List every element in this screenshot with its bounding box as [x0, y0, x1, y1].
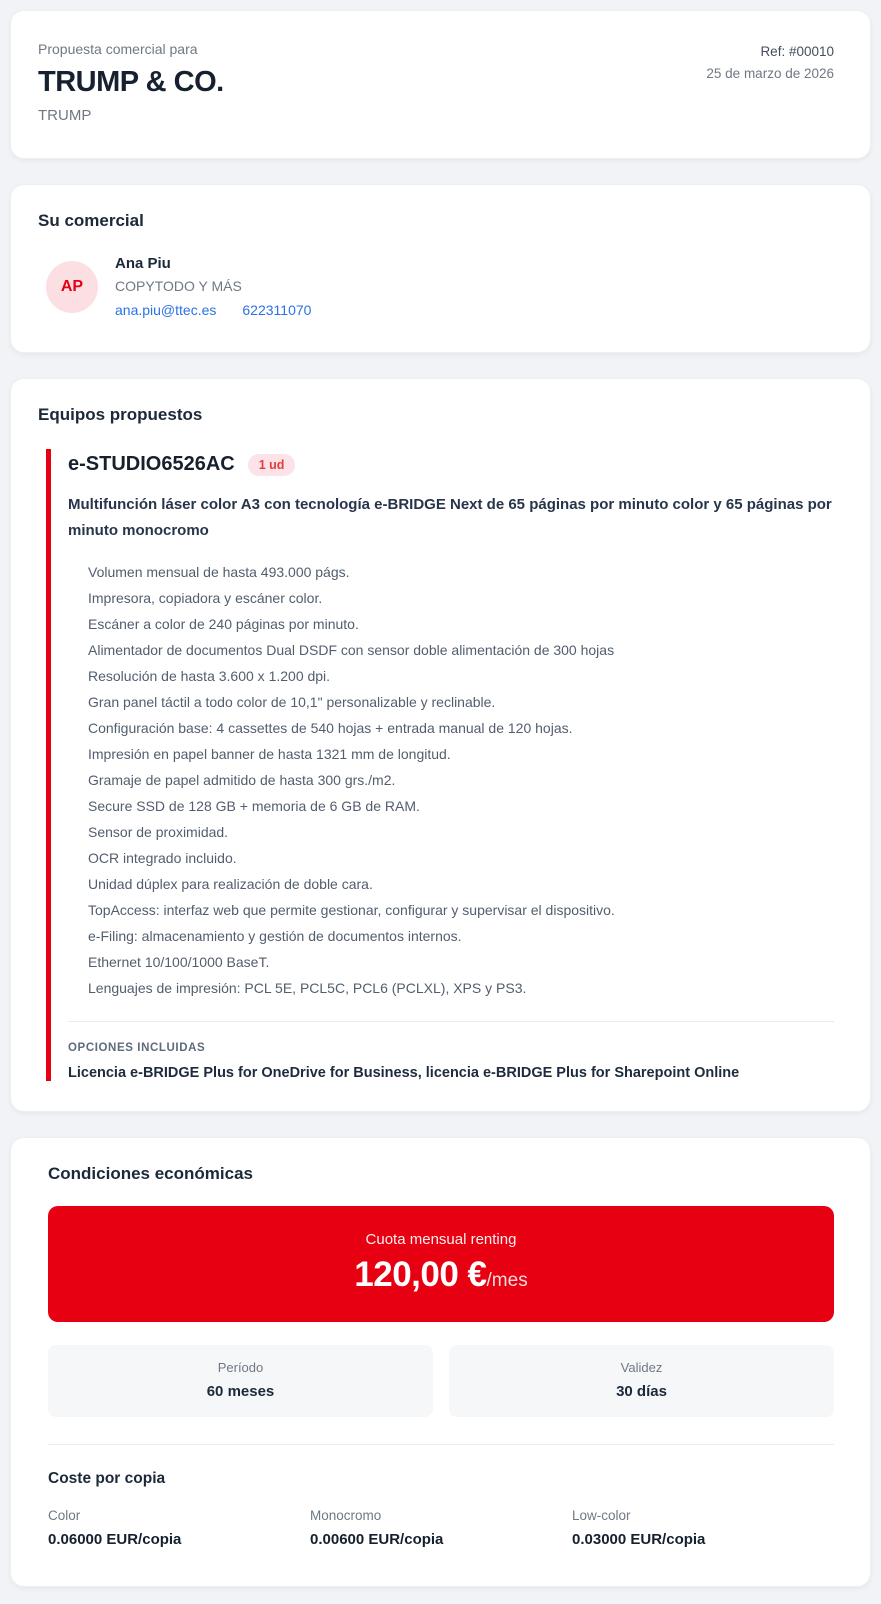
- email-link[interactable]: ana.piu@ttec.es: [115, 302, 217, 318]
- product-block: [46, 449, 834, 1081]
- period-value: 60 meses: [206, 1382, 275, 1400]
- feature-item: Gramaje de papel admitido de hasta 300 grs./m2.: [88, 771, 396, 788]
- cost-mono-label: Monocromo: [310, 1507, 382, 1523]
- avatar: AP: [46, 261, 98, 313]
- feature-item: Resolución de hasta 3.600 x 1.200 dpi.: [88, 667, 331, 684]
- feature-item: Ethernet 10/100/1000 BaseT.: [88, 953, 270, 970]
- feature-item: Configuración base: 4 cassettes de 540 hojas + entrada manual de 120 hojas.: [88, 719, 573, 736]
- feature-item: Impresión en papel banner de hasta 1321 mm de longitud.: [88, 745, 451, 762]
- feature-item: Escáner a color de 240 páginas por minuto.: [88, 615, 359, 632]
- cost-lowcolor-label: Low-color: [572, 1507, 631, 1523]
- economic-conditions-card: [10, 1137, 871, 1587]
- contact-links: [115, 302, 311, 318]
- phone-link[interactable]: 622311070: [242, 302, 312, 318]
- feature-item: e-Filing: almacenamiento y gestión de documentos internos.: [88, 927, 462, 944]
- proposal-eyebrow: Propuesta comercial para: [38, 41, 198, 57]
- client-block: [38, 41, 224, 124]
- cost-divider: [48, 1444, 834, 1445]
- cost-mono-value: 0.00600 EUR/copia: [310, 1530, 444, 1548]
- contact-info: [115, 255, 311, 318]
- conditions-section-title: Condiciones económicas: [48, 1163, 253, 1183]
- proposal-header-card: [10, 10, 871, 159]
- monthly-fee-suffix: /mes: [486, 1269, 528, 1291]
- validity-box: [449, 1345, 834, 1417]
- feature-item: Secure SSD de 128 GB + memoria de 6 GB de RAM.: [88, 797, 420, 814]
- cost-lowcolor-cell: [572, 1508, 834, 1548]
- feature-item: Sensor de proximidad.: [88, 823, 229, 840]
- client-company-name: TRUMP & CO.: [38, 66, 224, 98]
- period-box: [48, 1345, 433, 1417]
- monthly-fee-banner: [48, 1206, 834, 1322]
- proposal-ref: Ref: #00010: [760, 44, 834, 59]
- contact-name: Ana Piu: [115, 255, 171, 272]
- product-name: e-STUDIO6526AC: [68, 453, 235, 475]
- contact-company: COPYTODO Y MÁS: [115, 278, 242, 294]
- included-options-label: OPCIONES INCLUIDAS: [68, 1041, 206, 1054]
- feature-item: Lenguajes de impresión: PCL 5E, PCL5C, PCL6 (PCLXL), XPS y PS3.: [88, 979, 527, 996]
- equipment-card: [10, 378, 871, 1112]
- equipment-section-title: Equipos propuestos: [38, 405, 203, 424]
- validity-value: 30 días: [616, 1382, 667, 1400]
- sales-rep-title: Su comercial: [38, 211, 144, 230]
- cost-per-copy-title: Coste por copia: [48, 1469, 166, 1487]
- cost-color-cell: [48, 1508, 310, 1548]
- economic-conditions-inner: [38, 1164, 834, 1548]
- terms-row: [48, 1345, 834, 1417]
- options-divider: [68, 1021, 834, 1022]
- cost-color-value: 0.06000 EUR/copia: [48, 1530, 182, 1548]
- period-label: Período: [217, 1359, 264, 1375]
- reference-block: [706, 41, 834, 124]
- feature-item: Volumen mensual de hasta 493.000 págs.: [88, 563, 350, 580]
- feature-item: Alimentador de documentos Dual DSDF con sensor doble alimentación de 300 hojas: [88, 641, 615, 658]
- monthly-fee-amount-row: [68, 1255, 814, 1295]
- included-options-text: Licencia e-BRIDGE Plus for OneDrive for Business, licencia e-BRIDGE Plus for Sharepoint Online: [68, 1064, 740, 1081]
- sales-rep-card: [10, 184, 871, 353]
- client-company-short: TRUMP: [38, 107, 92, 124]
- monthly-fee-amount: 120,00 €: [354, 1254, 487, 1294]
- feature-item: TopAccess: interfaz web que permite gestionar, configurar y supervisar el dispositivo.: [88, 901, 615, 918]
- product-head: [68, 449, 834, 476]
- monthly-fee-label: Cuota mensual renting: [365, 1230, 517, 1248]
- feature-item: Impresora, copiadora y escáner color.: [88, 589, 323, 606]
- cost-per-copy-grid: [48, 1508, 834, 1548]
- cost-lowcolor-value: 0.03000 EUR/copia: [572, 1530, 706, 1548]
- sales-rep-contact: [38, 255, 834, 318]
- proposal-date: 25 de marzo de 2026: [706, 66, 834, 81]
- cost-color-label: Color: [48, 1507, 81, 1523]
- feature-item: Gran panel táctil a todo color de 10,1" personalizable y reclinable.: [88, 693, 496, 710]
- product-description: Multifunción láser color A3 con tecnología e-BRIDGE Next de 65 páginas por minuto color y 65 páginas por minuto monocromo: [68, 496, 832, 540]
- feature-list: [68, 559, 834, 1001]
- validity-label: Validez: [620, 1359, 663, 1375]
- cost-mono-cell: [310, 1508, 572, 1548]
- feature-item: OCR integrado incluido.: [88, 849, 237, 866]
- quantity-badge: 1 ud: [248, 454, 296, 476]
- feature-item: Unidad dúplex para realización de doble cara.: [88, 875, 373, 892]
